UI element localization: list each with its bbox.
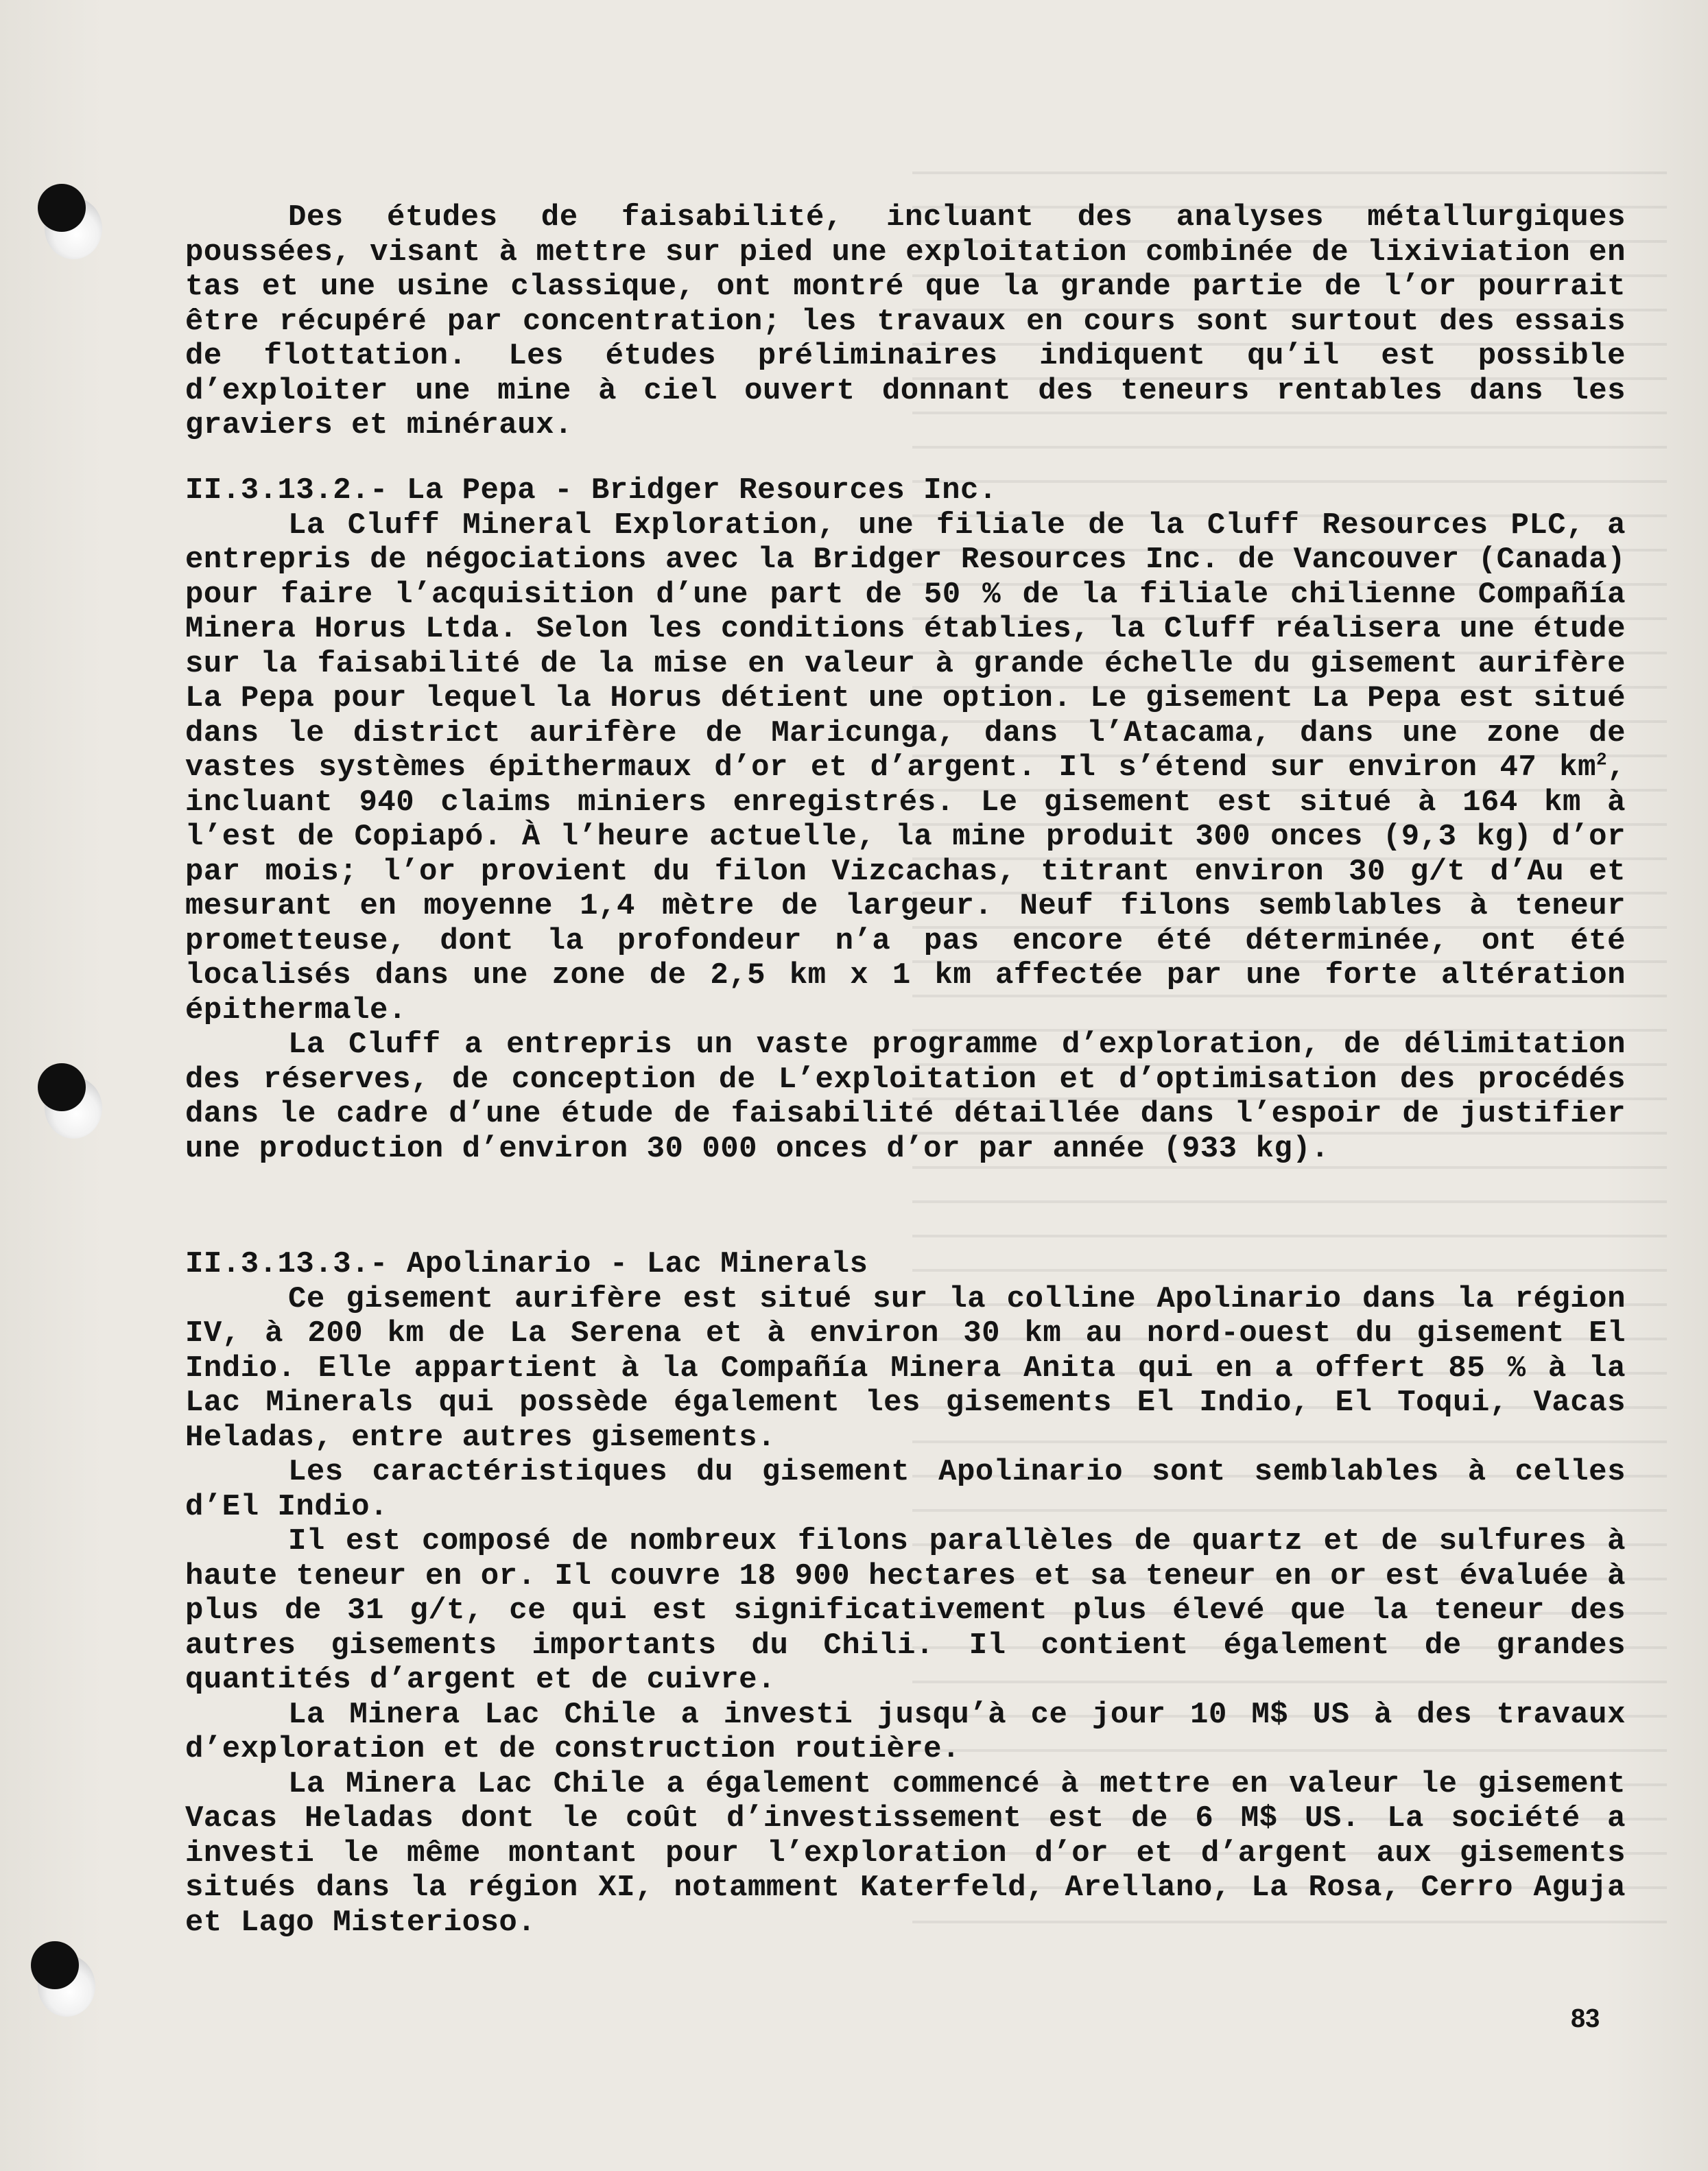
apolinario-paragraph-2: Les caractéristiques du gisement Apolinario sont semblables à celles d’El Indio.	[185, 1455, 1626, 1524]
page-number: 83	[1571, 2004, 1600, 2033]
la-pepa-p1-text-cont: , incluant 940 claims miniers enregistrés. Le gisement est situé à 164 km à l’est de Copiapó. À l’heure actuelle, la mine produit 300 onces (9,3 kg) d’or par mois; l’or provient du filon Vizcachas, titrant environ 30 g/t d’Au et mesurant en moyenne 1,4 mètre de largeur. Neuf filons semblables à teneur prometteuse, dont la profondeur n’a pas encore été déterminée, ont été localisés dans une zone de 2,5 km x 1 km affectée par une forte altération épithermale.	[185, 750, 1626, 1028]
intro-block	[185, 200, 1626, 443]
intro-paragraph: Des études de faisabilité, incluant des analyses métallurgiques poussées, visant à mettre sur pied une exploitation combinée de lixiviation en tas et une usine classique, ont montré que la grande partie de l’or pourrait être récupéré par concentration; les travaux en cours sont surtout des essais de flottation. Les études préliminaires indiquent qu’il est possible d’exploiter une mine à ciel ouvert donnant des teneurs rentables dans les graviers et minéraux.	[185, 200, 1626, 442]
la-pepa-section	[185, 473, 1626, 1166]
apolinario-paragraph-5: La Minera Lac Chile a également commencé à mettre en valeur le gisement Vacas Heladas dont le coût d’investissement est de 6 M$ US. La société a investi le même montant pour l’exploration d’or et d’argent aux gisements situés dans la région XI, notamment Katerfeld, Arellano, La Rosa, Cerro Aguja et Lago Misterioso.	[185, 1766, 1626, 1940]
apolinario-paragraph-1: Ce gisement aurifère est situé sur la colline Apolinario dans la région IV, à 200 km de La Serena et à environ 30 km au nord-ouest du gisement El Indio. Elle appartient à la Compañía Minera Anita qui en a offert 85 % à la Lac Minerals qui possède également les gisements El Indio, El Toqui, Vacas Heladas, entre autres gisements.	[185, 1281, 1626, 1455]
punch-hole-top	[38, 184, 106, 266]
la-pepa-p1-text: La Cluff Mineral Exploration, une filiale de la Cluff Resources PLC, a entrepris de négociations avec la Bridger Resources Inc. de Vancouver (Canada) pour faire l’acquisition d’une part de 50 % de la filiale chilienne Compañía Minera Horus Ltda. Selon les conditions établies, la Cluff réalisera une étude sur la faisabilité de la mise en valeur à grande échelle du gisement aurifère La Pepa pour lequel la Horus détient une option. Le gisement La Pepa est situé dans le district aurifère de Maricunga, dans l’Atacama, dans une zone de vastes systèmes épithermaux d’or et d’argent. Il s’étend sur environ 47 km	[185, 508, 1626, 785]
apolinario-paragraph-4: La Minera Lac Chile a investi jusqu’à ce jour 10 M$ US à des travaux d’exploration et de construction routière.	[185, 1697, 1626, 1766]
apolinario-paragraph-3: Il est composé de nombreux filons parallèles de quartz et de sulfures à haute teneur en or. Il couvre 18 900 hectares et sa teneur en or est évaluée à plus de 31 g/t, ce qui est significativement plus élevé que la teneur des autres gisements importants du Chili. Il contient également de grandes quantités d’argent et de cuivre.	[185, 1524, 1626, 1697]
section-heading-la-pepa: II.3.13.2.- La Pepa - Bridger Resources Inc.	[185, 473, 997, 508]
apolinario-section	[185, 1247, 1626, 1940]
la-pepa-paragraph-1	[185, 508, 1626, 1028]
punch-hole-middle	[38, 1063, 106, 1146]
la-pepa-paragraph-2: La Cluff a entrepris un vaste programme d’exploration, de délimitation des réserves, de conception de L’exploitation et d’optimisation des procédés dans le cadre d’une étude de faisabilité détaillée dans l’espoir de justifier une production d’environ 30 000 onces d’or par année (933 kg).	[185, 1028, 1626, 1166]
section-heading-apolinario: II.3.13.3.- Apolinario - Lac Minerals	[185, 1247, 868, 1281]
superscript-2: 2	[1596, 749, 1608, 770]
punch-hole-bottom	[31, 1941, 99, 2024]
